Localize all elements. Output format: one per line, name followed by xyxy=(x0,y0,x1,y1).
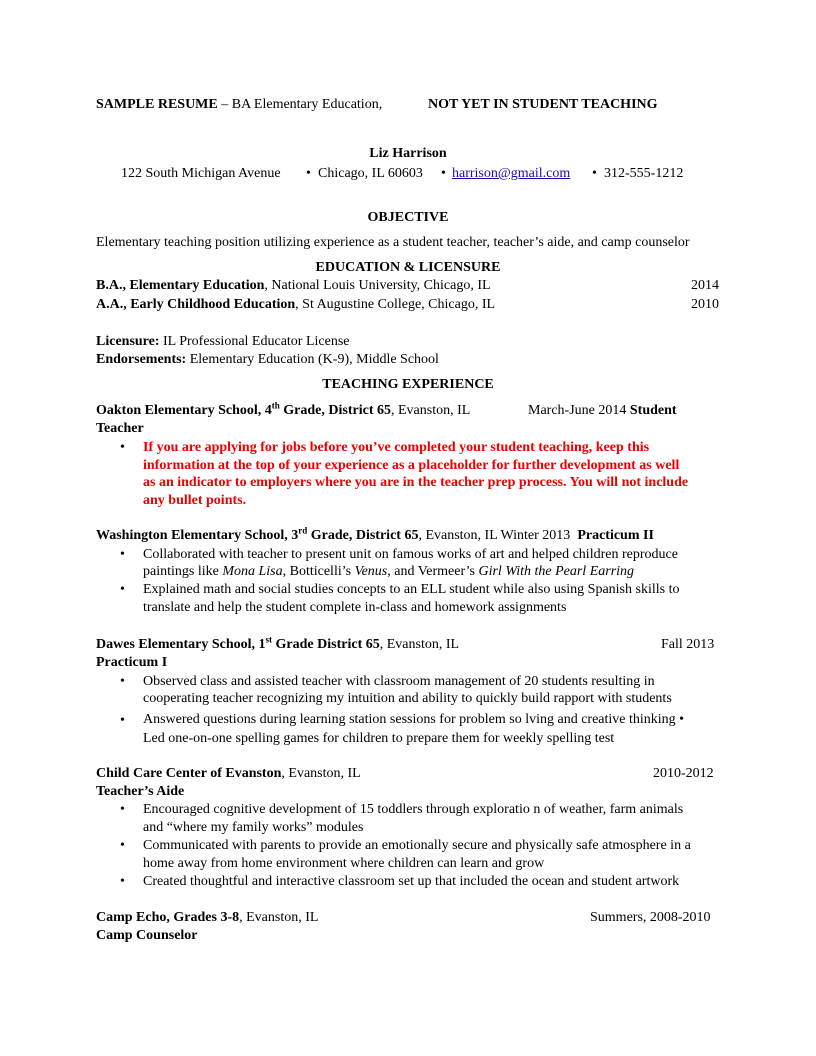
role: Practicum I xyxy=(96,655,168,670)
grade-district: Grade, District 65 xyxy=(279,403,391,418)
dawes-heading xyxy=(96,636,459,653)
teaching-heading: TEACHING EXPERIENCE xyxy=(322,377,494,392)
school: , National Louis University, Chicago, IL xyxy=(264,278,491,293)
org-name: Child Care Center of Evanston xyxy=(96,766,282,781)
endorsements-line xyxy=(96,351,439,368)
licensure-value: IL Professional Educator License xyxy=(159,334,350,349)
bullet-text: and “where my family works” modules xyxy=(143,820,364,835)
bullet-text: Answered questions during learning station sessions for problem so lving and creative thinking • xyxy=(143,712,685,727)
objective-heading: OBJECTIVE xyxy=(367,210,449,225)
sample-resume-label: SAMPLE RESUME xyxy=(96,97,218,112)
bullet: • xyxy=(441,166,446,181)
note-line: any bullet points. xyxy=(143,493,247,508)
degree: B.A., Elementary Education xyxy=(96,278,265,293)
role-continued: Teacher xyxy=(96,421,144,436)
role: Teacher’s Aide xyxy=(96,784,185,799)
bullet: • xyxy=(120,674,125,689)
bullet-text: Collaborated with teacher to present unit on famous works of art and helped children reproduce xyxy=(143,547,678,562)
bullet: • xyxy=(120,713,125,728)
oakton-heading xyxy=(96,402,470,419)
education-heading: EDUCATION & LICENSURE xyxy=(315,260,501,275)
bullet-text: Observed class and assisted teacher with classroom management of 20 students resulting in xyxy=(143,674,655,689)
location: , Evanston, IL xyxy=(379,637,460,652)
bullet-text: Led one-on-one spelling games for children to prepare them for weekly spelling test xyxy=(143,731,615,746)
text: , Botticelli’s xyxy=(282,564,355,579)
bullet: • xyxy=(120,802,125,817)
ordinal-suffix: rd xyxy=(298,525,308,536)
bullet-text: Created thoughtful and interactive classroom set up that included the ocean and student artwork xyxy=(143,874,680,889)
text: paintings like xyxy=(143,564,223,579)
childcare-heading xyxy=(96,765,361,782)
location: , Evanston, IL xyxy=(391,403,471,418)
camp-dates: Summers, 2008-2010 xyxy=(590,910,711,925)
endorsements-label: Endorsements: xyxy=(96,352,187,367)
education-item xyxy=(96,277,491,294)
contact-email-link[interactable]: harrison@gmail.com xyxy=(452,166,571,181)
artwork-title: Girl With the Pearl Earring xyxy=(478,564,635,579)
licensure-line xyxy=(96,333,350,350)
education-year: 2010 xyxy=(691,297,719,312)
note-line: as an indicator to employers where you are in the teacher prep process. You will not include xyxy=(143,475,689,490)
bullet: • xyxy=(120,582,125,597)
bullet: • xyxy=(120,547,125,562)
bullet-text: translate and help the student complete in-class and homework assignments xyxy=(143,600,567,615)
degree-subtitle: – BA Elementary Education, xyxy=(217,97,383,112)
artwork-title: Venus xyxy=(354,564,388,579)
bullet-text: home away from home environment where children can learn and grow xyxy=(143,856,545,871)
degree: A.A., Early Childhood Education xyxy=(96,297,296,312)
note-line: If you are applying for jobs before you’ve completed your student teaching, keep this xyxy=(143,440,650,455)
grade-district: Grade District 65 xyxy=(272,637,380,652)
bullet: • xyxy=(120,838,125,853)
note-line: information at the top of your experience as a placeholder for further development as well xyxy=(143,458,680,473)
camp-heading xyxy=(96,909,318,926)
candidate-name: Liz Harrison xyxy=(369,146,447,161)
bullet: • xyxy=(120,440,125,455)
text: , and Vermeer’s xyxy=(387,564,479,579)
role: Student xyxy=(629,403,677,418)
bullet-text: cooperating teacher recognizing my intuition and ability to quickly build rapport with students xyxy=(143,691,672,706)
bullet-text xyxy=(143,563,634,580)
resume-title-line xyxy=(96,96,382,113)
bullet-text: Communicated with parents to provide an emotionally secure and physically safe atmosphere in a xyxy=(143,838,691,853)
artwork-title: Mona Lisa xyxy=(222,564,283,579)
objective-text: Elementary teaching position utilizing experience as a student teacher, teacher’s aide, and camp counselor xyxy=(96,235,690,250)
school-name: Washington Elementary School, 3 xyxy=(96,528,299,543)
ordinal-suffix: th xyxy=(271,400,280,411)
bullet: • xyxy=(306,166,311,181)
role: Practicum II xyxy=(577,528,654,543)
school-name: Oakton Elementary School, 4 xyxy=(96,403,272,418)
dates: March-June 2014 xyxy=(528,403,627,418)
bullet: • xyxy=(592,166,597,181)
org-name: Camp Echo, Grades 3-8 xyxy=(96,910,240,925)
licensure-label: Licensure: xyxy=(96,334,160,349)
education-year: 2014 xyxy=(691,278,719,293)
ordinal-suffix: st xyxy=(265,634,273,645)
education-item xyxy=(96,296,495,313)
endorsements-value: Elementary Education (K-9), Middle School xyxy=(186,352,439,367)
location: , Evanston, IL Winter 2013 xyxy=(418,528,571,543)
washington-heading xyxy=(96,527,654,544)
status-label: NOT YET IN STUDENT TEACHING xyxy=(428,97,658,112)
contact-address: 122 South Michigan Avenue xyxy=(121,166,281,181)
location: , Evanston, IL xyxy=(239,910,319,925)
bullet-text: Encouraged cognitive development of 15 toddlers through exploratio n of weather, farm animals xyxy=(143,802,684,817)
contact-phone: 312-555-1212 xyxy=(604,166,684,181)
role: Camp Counselor xyxy=(96,928,198,943)
school-name: Dawes Elementary School, 1 xyxy=(96,637,266,652)
oakton-dates xyxy=(528,402,677,419)
bullet: • xyxy=(120,874,125,889)
school: , St Augustine College, Chicago, IL xyxy=(295,297,496,312)
dawes-dates: Fall 2013 xyxy=(661,637,715,652)
childcare-dates: 2010-2012 xyxy=(653,766,714,781)
contact-city: Chicago, IL 60603 xyxy=(318,166,423,181)
bullet-text: Explained math and social studies concepts to an ELL student while also using Spanish skills to xyxy=(143,582,680,597)
location: , Evanston, IL xyxy=(281,766,361,781)
grade-district: Grade, District 65 xyxy=(307,528,419,543)
